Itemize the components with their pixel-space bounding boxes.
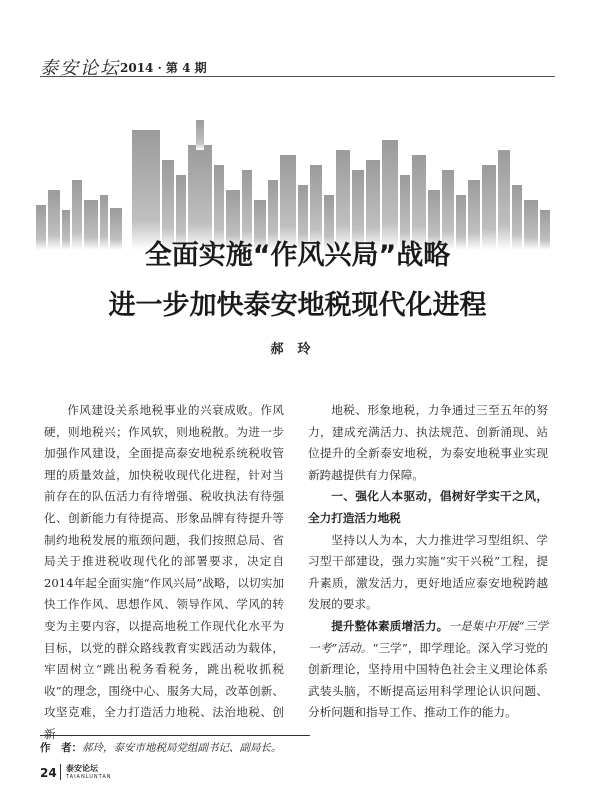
footnote-text: 郝玲，泰安市地税局党组副书记、副局长。 [82,742,282,754]
article-title-line2: 进一步加快泰安地税现代化进程 [108,290,487,321]
left-column [44,400,284,746]
body-paragraph: 地税、形象地税，力争通过三至五年的努力，建成充满活力、执法规范、创新涌现、站位提升的全新泰安地税，为泰安地税事业实现新跨越提供有力保障。 [308,403,548,482]
author-name: 郝玲 [270,342,325,357]
footer-logo-en: TAIANLUNTAN [66,774,112,780]
right-column [308,400,548,724]
footer-divider [60,764,61,780]
footer-logo-cn: 泰安论坛 [66,764,98,773]
footnote-label: 作 者： [40,742,82,754]
issue-label: 2014 · 第 4 期 [120,61,207,75]
body-paragraph: 坚持以人为本，大力推进学习型组织、学习型干部建设，强力实施“实干兴税”工程，提升素质，激发活力，更好地适应泰安地税跨越发展的要求。 [308,532,548,612]
page-header [40,52,555,77]
paragraph-text: “三学”，即学理论。深入学习党的创新理论，坚持用中国特色社会主义理论体系武装头脑，不断提高运用科学理论认识问题、分析问题和指导工作、推动工作的能力。 [308,640,548,720]
footnote-divider [40,735,310,736]
author-footnote [40,740,282,755]
subheading-bold: 提升整体素质增活力。 [331,618,449,633]
journal-name: 泰安论坛 [40,58,120,79]
body-paragraph [308,616,548,724]
subheading-italic: 一是集中开展“三学一考”活动。 [308,618,548,655]
page-number: 24 [40,766,57,780]
article-title-line1: 全面实施“作风兴局”战略 [144,240,451,271]
section-heading: 一、强化人本驱动，倡树好学实干之风，全力打造活力地税 [308,489,548,525]
city-skyline-image [36,110,558,250]
body-paragraph: 作风建设关系地税事业的兴衰成败。作风硬，则地税兴；作风软，则地税散。为进一步加强作风建设，全面提高泰安地税系统税收管理的质量效益，加快税收现代化进程，针对当前存在的队伍活力有待增强、税收执法有待强化、创新能力有待提高、形象品牌有待提升等制约地税发展的瓶颈问题，我们按照总局、省局关于推进税收现代化的部署要求，决定自2014年起全面实施“作风兴局”战略，以切实加快工作作风、思想作风、领导作风、学风的转变为主要内容，以提高地税工作现代化水平为目标，以党的群众路线教育实践活动为载体，牢固树立“跳出税务看税务，跳出税收抓税收”的理念，围绕中心、服务大局，改革创新、攻坚克难，全力打造活力地税、法治地税、创新 [44,403,284,741]
